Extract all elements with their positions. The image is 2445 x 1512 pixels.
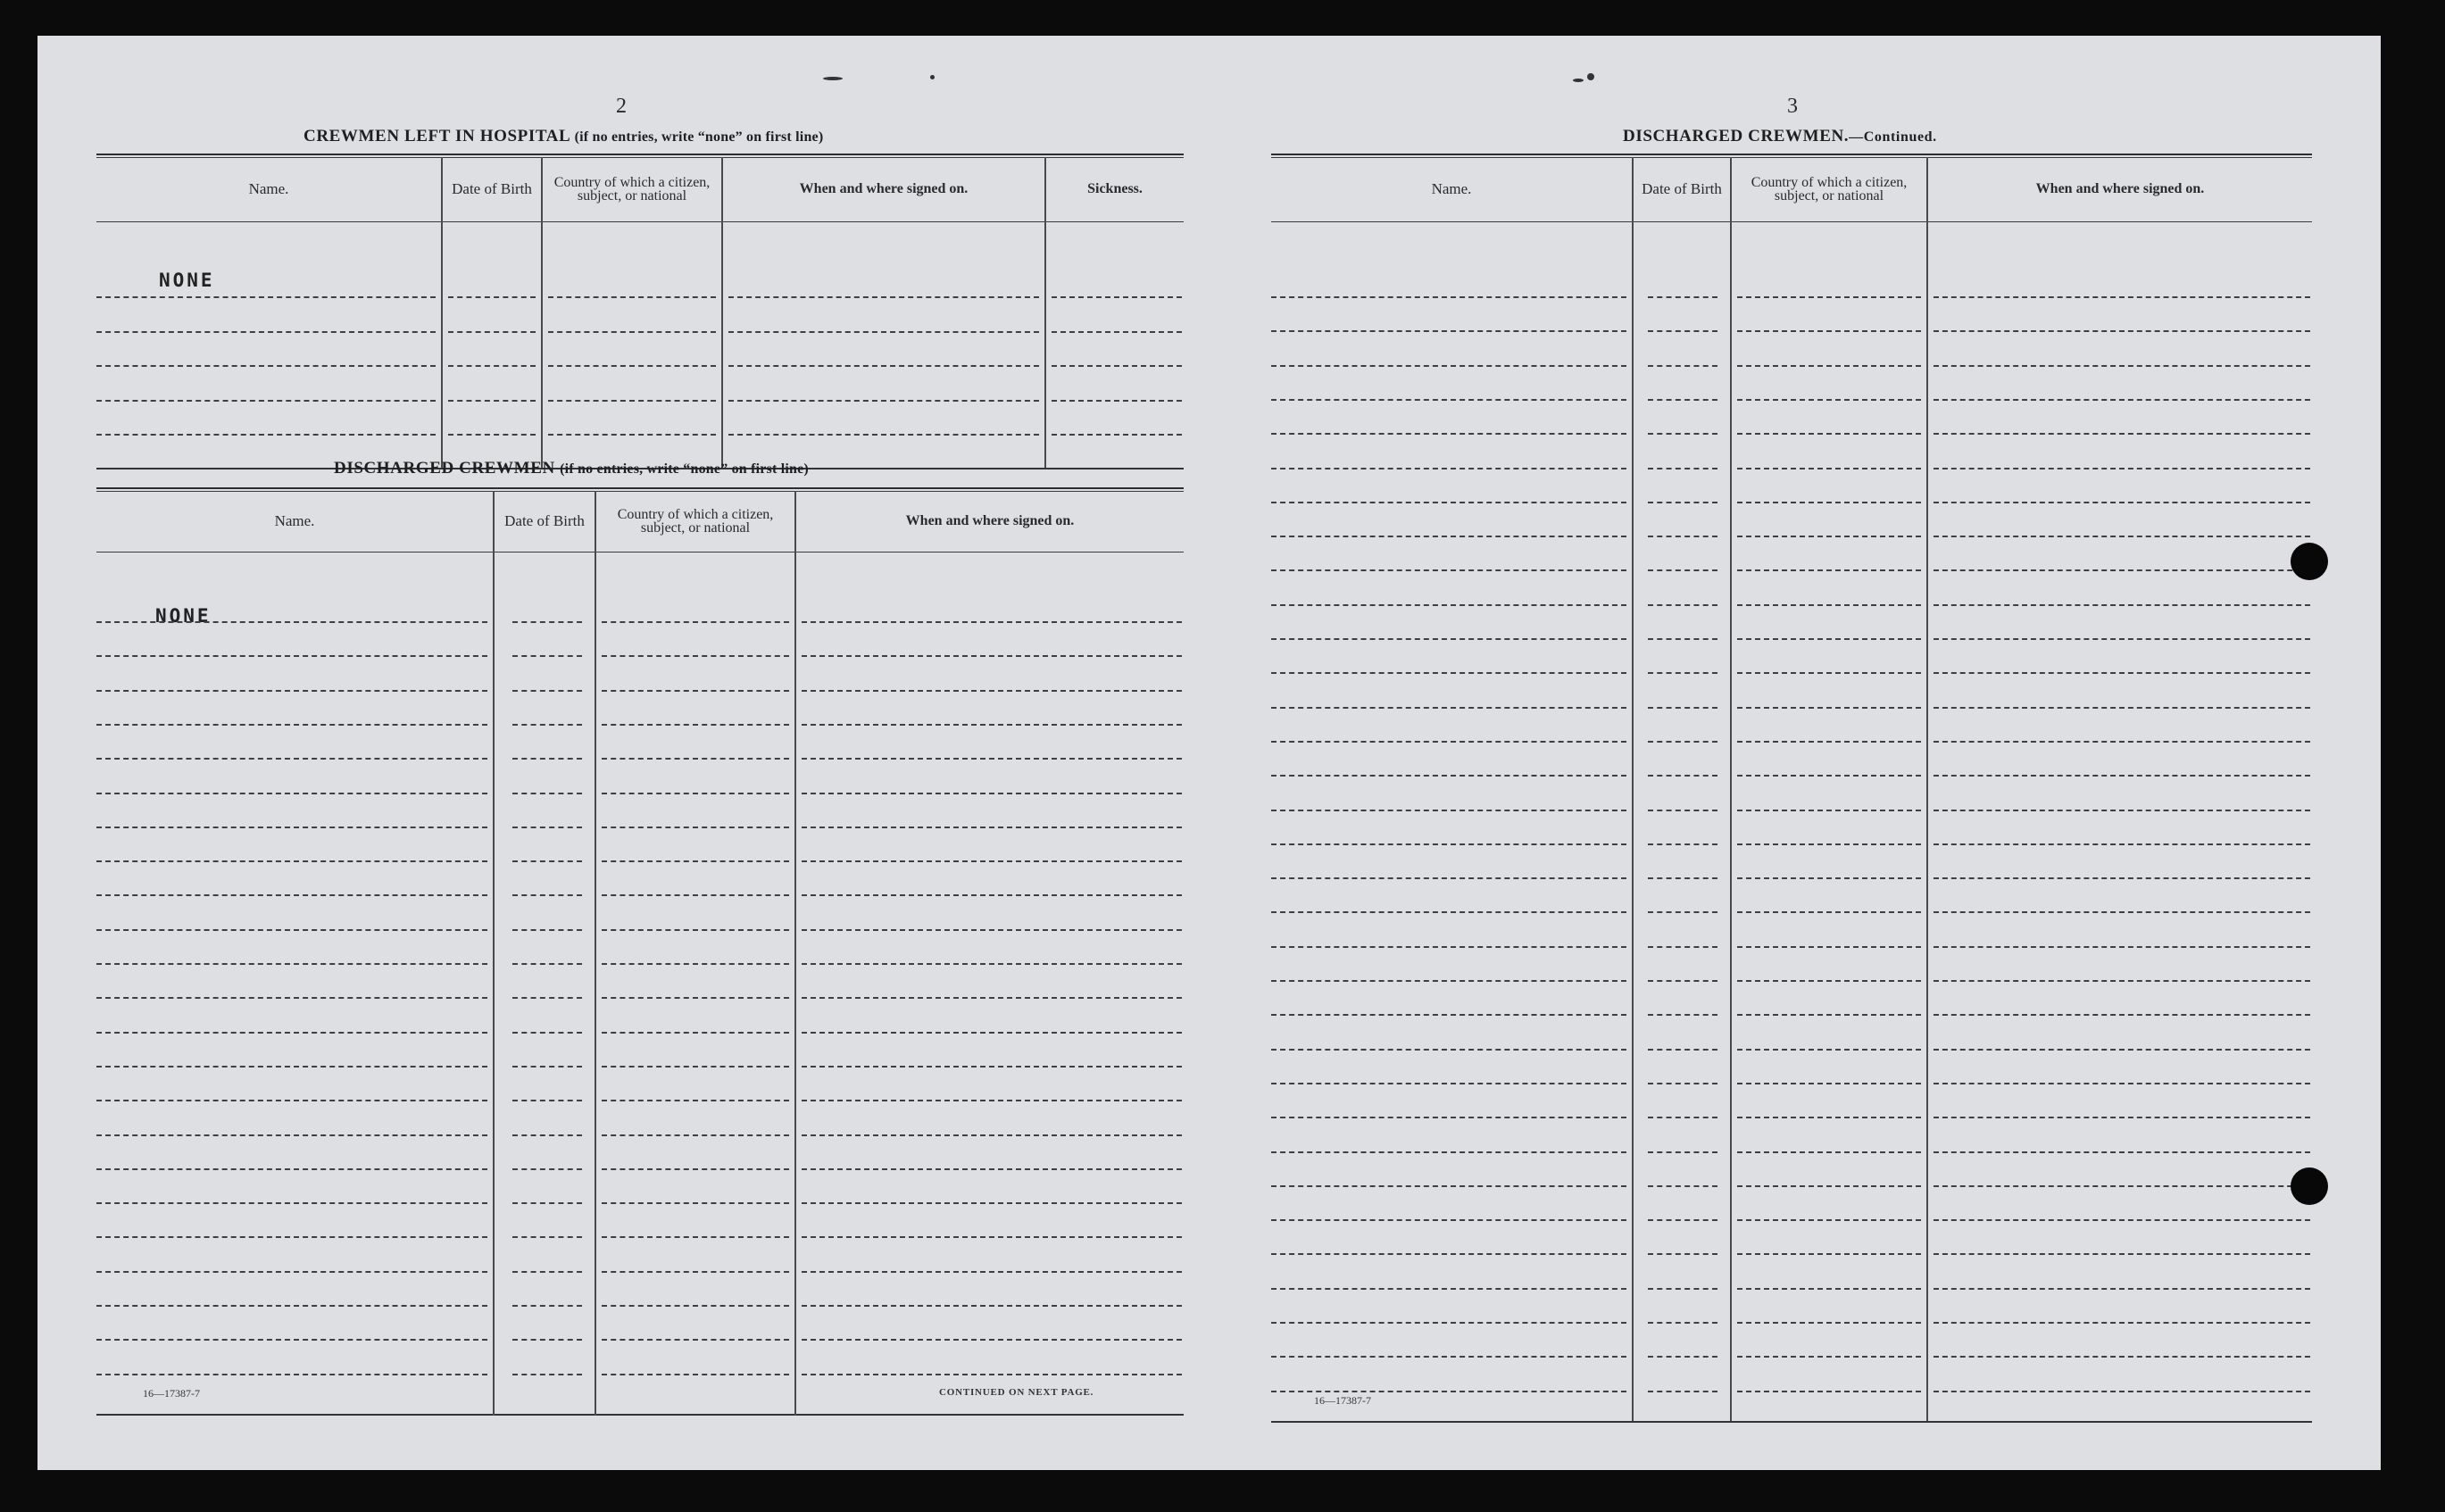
ruled-line <box>512 1374 582 1375</box>
hospital-col-sickness: Sickness. <box>1087 181 1143 196</box>
ruled-line <box>1934 536 2310 537</box>
ruled-line <box>1271 296 1626 298</box>
ruled-line <box>1934 604 2310 606</box>
ruled-line <box>1934 569 2310 571</box>
ruled-line <box>448 331 536 333</box>
ruled-line <box>1934 810 2310 811</box>
ruled-line <box>448 365 536 367</box>
ruled-line <box>96 1066 487 1068</box>
ruled-line <box>1271 1117 1626 1118</box>
ruled-line <box>96 1134 487 1136</box>
ruled-line <box>1648 1322 1717 1324</box>
ruled-line <box>1737 1117 1921 1118</box>
scan-mark <box>1587 73 1594 80</box>
ruled-line <box>1934 1253 2310 1255</box>
ruled-line <box>96 963 487 965</box>
ruled-line <box>448 296 536 298</box>
ruled-line <box>1648 843 1717 845</box>
ruled-line <box>548 331 716 333</box>
ruled-line <box>1648 1185 1717 1187</box>
ruled-line <box>1737 604 1921 606</box>
ruled-line <box>602 1100 789 1101</box>
discharged-section-title <box>334 459 809 478</box>
ruled-line <box>1934 1219 2310 1221</box>
ruled-line <box>1648 1288 1717 1290</box>
ruled-line <box>512 1100 582 1101</box>
ruled-line <box>96 724 487 726</box>
ruled-line <box>1737 468 1921 469</box>
ruled-line <box>512 1236 582 1238</box>
ruled-line <box>602 860 789 862</box>
ruled-line <box>1648 707 1717 709</box>
ruled-line <box>1648 1049 1717 1051</box>
ruled-line <box>802 827 1182 828</box>
discharged-continued-table <box>1271 154 2312 1426</box>
ruled-line <box>1737 775 1921 777</box>
ruled-line <box>728 400 1039 402</box>
ruled-line <box>96 621 487 623</box>
ruled-line <box>1737 502 1921 503</box>
ruled-line <box>512 1202 582 1204</box>
ruled-line <box>1271 604 1626 606</box>
ruled-line <box>96 758 487 760</box>
hospital-col-name: Name. <box>248 180 289 197</box>
ruled-line <box>1271 946 1626 948</box>
ruled-line <box>602 1202 789 1204</box>
ruled-line <box>728 365 1039 367</box>
ruled-line <box>1934 330 2310 332</box>
ruled-line <box>1271 330 1626 332</box>
discharged-col-dob: Date of Birth <box>504 512 585 529</box>
ruled-line <box>96 1100 487 1101</box>
scan-mark <box>1573 79 1584 82</box>
ruled-line <box>602 827 789 828</box>
ruled-line <box>512 860 582 862</box>
ruled-line <box>1648 741 1717 743</box>
ruled-line <box>1737 399 1921 401</box>
ruled-line <box>1648 810 1717 811</box>
ruled-line <box>1934 707 2310 709</box>
ruled-line <box>96 1305 487 1307</box>
ruled-line <box>96 365 436 367</box>
ruled-line <box>602 1305 789 1307</box>
ruled-line <box>1934 1288 2310 1290</box>
ruled-line <box>1934 433 2310 435</box>
ruled-line <box>512 655 582 657</box>
ruled-line <box>1737 638 1921 640</box>
ruled-line <box>1737 911 1921 913</box>
ruled-line <box>96 1374 487 1375</box>
ruled-line <box>1934 1391 2310 1392</box>
ruled-line <box>802 894 1182 896</box>
ruled-line <box>1934 1322 2310 1324</box>
ruled-line <box>1648 536 1717 537</box>
ruled-line <box>1271 399 1626 401</box>
ruled-line <box>512 1168 582 1170</box>
binder-hole-upper <box>2291 543 2328 580</box>
ruled-line <box>1737 365 1921 367</box>
ruled-line <box>802 724 1182 726</box>
ruled-line <box>96 997 487 999</box>
ruled-line <box>602 1134 789 1136</box>
ruled-line <box>1737 946 1921 948</box>
ruled-line <box>1271 810 1626 811</box>
ruled-line <box>728 296 1039 298</box>
ruled-line <box>1271 1322 1626 1324</box>
ruled-line <box>1737 843 1921 845</box>
ruled-line <box>802 1271 1182 1273</box>
scan-mark <box>930 75 935 79</box>
ruled-line <box>1271 980 1626 982</box>
ruled-line <box>1737 1014 1921 1016</box>
ruled-line <box>1648 296 1717 298</box>
ruled-line <box>96 1032 487 1034</box>
ruled-line <box>802 860 1182 862</box>
ruled-line <box>802 690 1182 692</box>
ruled-line <box>802 1032 1182 1034</box>
ruled-line <box>602 929 789 931</box>
ruled-line <box>96 690 487 692</box>
ruled-line <box>1052 400 1182 402</box>
ruled-line <box>802 1134 1182 1136</box>
ruled-line <box>602 621 789 623</box>
ruled-line <box>1737 1219 1921 1221</box>
ruled-line <box>1934 365 2310 367</box>
ruled-line <box>512 1305 582 1307</box>
ruled-line <box>1648 604 1717 606</box>
ruled-line <box>1648 1151 1717 1153</box>
ruled-line <box>1648 365 1717 367</box>
ruled-line <box>96 296 436 298</box>
ruled-line <box>1737 1049 1921 1051</box>
ruled-line <box>1271 1288 1626 1290</box>
ruled-line <box>1934 1083 2310 1084</box>
ruled-line <box>548 400 716 402</box>
ruled-line <box>1648 399 1717 401</box>
ruled-line <box>1052 296 1182 298</box>
ruled-line <box>1271 1049 1626 1051</box>
ruled-line <box>602 793 789 794</box>
ruled-line <box>1934 741 2310 743</box>
right-col-name: Name. <box>1431 180 1472 197</box>
ruled-line <box>1934 296 2310 298</box>
ruled-line <box>1934 843 2310 845</box>
discharged-col-signed: When and where signed on. <box>905 513 1075 528</box>
ruled-line <box>1271 569 1626 571</box>
ruled-line <box>1934 1117 2310 1118</box>
hospital-title-text: CREWMEN LEFT IN HOSPITAL <box>304 127 570 145</box>
ruled-line <box>1648 1253 1717 1255</box>
ruled-line <box>1737 1322 1921 1324</box>
ruled-line <box>1271 911 1626 913</box>
ruled-line <box>1271 502 1626 503</box>
ruled-line <box>512 997 582 999</box>
hospital-col-signed: When and where signed on. <box>799 181 969 196</box>
ruled-line <box>1648 1083 1717 1084</box>
ruled-line <box>802 997 1182 999</box>
ruled-line <box>1737 810 1921 811</box>
ruled-line <box>602 1032 789 1034</box>
ruled-line <box>1648 1391 1717 1392</box>
ruled-line <box>1737 672 1921 674</box>
hospital-entry-none: NONE <box>159 270 215 291</box>
ruled-line <box>96 929 487 931</box>
ruled-line <box>1271 775 1626 777</box>
ruled-line <box>1271 1014 1626 1016</box>
ruled-line <box>802 963 1182 965</box>
ruled-line <box>602 724 789 726</box>
ruled-line <box>1934 502 2310 503</box>
ruled-line <box>802 1066 1182 1068</box>
ruled-line <box>96 331 436 333</box>
ruled-line <box>802 1374 1182 1375</box>
ruled-line <box>1737 433 1921 435</box>
ruled-line <box>1271 741 1626 743</box>
right-col-country: Country of which a citizen, subject, or national <box>1751 175 1908 204</box>
ruled-line <box>802 1202 1182 1204</box>
ruled-line <box>96 1271 487 1273</box>
ruled-line <box>1737 536 1921 537</box>
hospital-col-country: Country of which a citizen, subject, or national <box>553 175 711 204</box>
ruled-line <box>512 1339 582 1341</box>
ruled-line <box>1648 330 1717 332</box>
ruled-line <box>1648 911 1717 913</box>
ruled-line <box>602 1374 789 1375</box>
ruled-line <box>1934 1014 2310 1016</box>
binder-hole-lower <box>2291 1167 2328 1205</box>
discharged-entry-none: NONE <box>155 605 212 627</box>
ruled-line <box>1934 468 2310 469</box>
discharged-col-country: Country of which a citizen, subject, or national <box>617 507 774 536</box>
ruled-line <box>602 894 789 896</box>
ruled-line <box>1737 296 1921 298</box>
ruled-line <box>1934 946 2310 948</box>
ruled-line <box>1052 434 1182 436</box>
ruled-line <box>512 1271 582 1273</box>
ruled-line <box>1737 980 1921 982</box>
ruled-line <box>728 434 1039 436</box>
ruled-line <box>1271 1083 1626 1084</box>
ruled-line <box>1737 707 1921 709</box>
ruled-line <box>1648 569 1717 571</box>
ruled-line <box>448 400 536 402</box>
ruled-line <box>1271 707 1626 709</box>
ruled-line <box>802 758 1182 760</box>
ruled-line <box>96 400 436 402</box>
ruled-line <box>512 963 582 965</box>
ruled-line <box>728 331 1039 333</box>
ruled-line <box>1271 468 1626 469</box>
hospital-col-dob: Date of Birth <box>452 180 532 197</box>
ruled-line <box>1648 1356 1717 1358</box>
ruled-line <box>1737 1253 1921 1255</box>
right-page-number: 3 <box>1787 95 1798 118</box>
ruled-line <box>548 296 716 298</box>
ruled-line <box>602 655 789 657</box>
ruled-line <box>1934 775 2310 777</box>
ruled-line <box>802 1168 1182 1170</box>
ruled-line <box>96 1168 487 1170</box>
right-title-text: DISCHARGED CREWMEN. <box>1623 127 1850 145</box>
ruled-line <box>1271 877 1626 879</box>
ruled-line <box>96 860 487 862</box>
ruled-line <box>1271 1151 1626 1153</box>
ruled-line <box>802 1339 1182 1341</box>
ruled-line <box>602 1168 789 1170</box>
ruled-line <box>802 793 1182 794</box>
ruled-line <box>1737 1151 1921 1153</box>
left-page-number: 2 <box>616 95 627 118</box>
discharged-title-text: DISCHARGED CREWMEN <box>334 459 555 478</box>
ruled-line <box>1737 741 1921 743</box>
ruled-line <box>96 827 487 828</box>
right-form-number: 16—17387-7 <box>1314 1394 1371 1407</box>
ruled-line <box>1271 1185 1626 1187</box>
continued-on-next-page: CONTINUED ON NEXT PAGE. <box>939 1387 1094 1398</box>
ruled-line <box>1934 672 2310 674</box>
ruled-line <box>1737 330 1921 332</box>
ruled-line <box>96 655 487 657</box>
ruled-line <box>1648 638 1717 640</box>
document-sheet <box>37 36 2381 1470</box>
ruled-line <box>1271 843 1626 845</box>
right-col-dob: Date of Birth <box>1642 180 1722 197</box>
ruled-line <box>602 1339 789 1341</box>
ruled-line <box>1648 980 1717 982</box>
ruled-line <box>602 690 789 692</box>
ruled-line <box>1271 672 1626 674</box>
ruled-line <box>1271 433 1626 435</box>
right-title-suffix: —Continued. <box>1849 129 1937 145</box>
ruled-line <box>802 1100 1182 1101</box>
hospital-section-title <box>304 127 823 146</box>
ruled-line <box>512 621 582 623</box>
ruled-line <box>602 997 789 999</box>
ruled-line <box>96 1202 487 1204</box>
discharged-title-note: (if no entries, write “none” on first line) <box>560 461 809 477</box>
ruled-line <box>1737 569 1921 571</box>
ruled-line <box>1052 331 1182 333</box>
ruled-line <box>802 1305 1182 1307</box>
ruled-line <box>1737 877 1921 879</box>
ruled-line <box>548 365 716 367</box>
ruled-line <box>512 758 582 760</box>
ruled-line <box>512 929 582 931</box>
ruled-line <box>1737 1391 1921 1392</box>
hospital-title-note: (if no entries, write “none” on first line) <box>574 129 824 145</box>
ruled-line <box>1737 1083 1921 1084</box>
ruled-line <box>1271 1391 1626 1392</box>
ruled-line <box>1737 1288 1921 1290</box>
ruled-line <box>512 827 582 828</box>
ruled-line <box>1648 1117 1717 1118</box>
ruled-line <box>548 434 716 436</box>
ruled-line <box>1934 877 2310 879</box>
ruled-line <box>512 894 582 896</box>
ruled-line <box>1934 911 2310 913</box>
ruled-line <box>512 690 582 692</box>
ruled-line <box>1934 1356 2310 1358</box>
ruled-line <box>512 1066 582 1068</box>
ruled-line <box>512 1032 582 1034</box>
ruled-line <box>1934 1049 2310 1051</box>
ruled-line <box>602 1236 789 1238</box>
ruled-line <box>802 655 1182 657</box>
ruled-line <box>512 1134 582 1136</box>
ruled-line <box>1737 1185 1921 1187</box>
ruled-line <box>1648 502 1717 503</box>
left-form-number: 16—17387-7 <box>143 1387 200 1400</box>
ruled-line <box>1648 672 1717 674</box>
ruled-line <box>802 1236 1182 1238</box>
ruled-line <box>802 621 1182 623</box>
ruled-line <box>512 793 582 794</box>
ruled-line <box>1737 1356 1921 1358</box>
ruled-line <box>1271 1253 1626 1255</box>
ruled-line <box>448 434 536 436</box>
ruled-line <box>1648 468 1717 469</box>
discharged-col-name: Name. <box>274 512 315 529</box>
ruled-line <box>1648 1014 1717 1016</box>
ruled-line <box>1648 946 1717 948</box>
ruled-line <box>96 894 487 896</box>
ruled-line <box>602 1066 789 1068</box>
ruled-line <box>602 963 789 965</box>
ruled-line <box>1271 638 1626 640</box>
right-col-signed: When and where signed on. <box>2035 181 2205 196</box>
ruled-line <box>96 1339 487 1341</box>
discharged-table <box>96 487 1184 1417</box>
ruled-line <box>96 1236 487 1238</box>
ruled-line <box>1648 1219 1717 1221</box>
ruled-line <box>1934 1185 2310 1187</box>
ruled-line <box>1648 877 1717 879</box>
scan-mark <box>823 77 843 80</box>
ruled-line <box>1648 433 1717 435</box>
ruled-line <box>602 758 789 760</box>
ruled-line <box>1052 365 1182 367</box>
ruled-line <box>1271 1219 1626 1221</box>
ruled-line <box>1934 399 2310 401</box>
ruled-line <box>1271 365 1626 367</box>
ruled-line <box>1271 536 1626 537</box>
ruled-line <box>1271 1356 1626 1358</box>
ruled-line <box>1648 775 1717 777</box>
ruled-line <box>96 793 487 794</box>
ruled-line <box>602 1271 789 1273</box>
right-section-title <box>1623 127 1937 146</box>
ruled-line <box>1934 980 2310 982</box>
ruled-line <box>802 929 1182 931</box>
ruled-line <box>1934 1151 2310 1153</box>
ruled-line <box>96 434 436 436</box>
ruled-line <box>512 724 582 726</box>
ruled-line <box>1934 638 2310 640</box>
hospital-table <box>96 154 1184 471</box>
